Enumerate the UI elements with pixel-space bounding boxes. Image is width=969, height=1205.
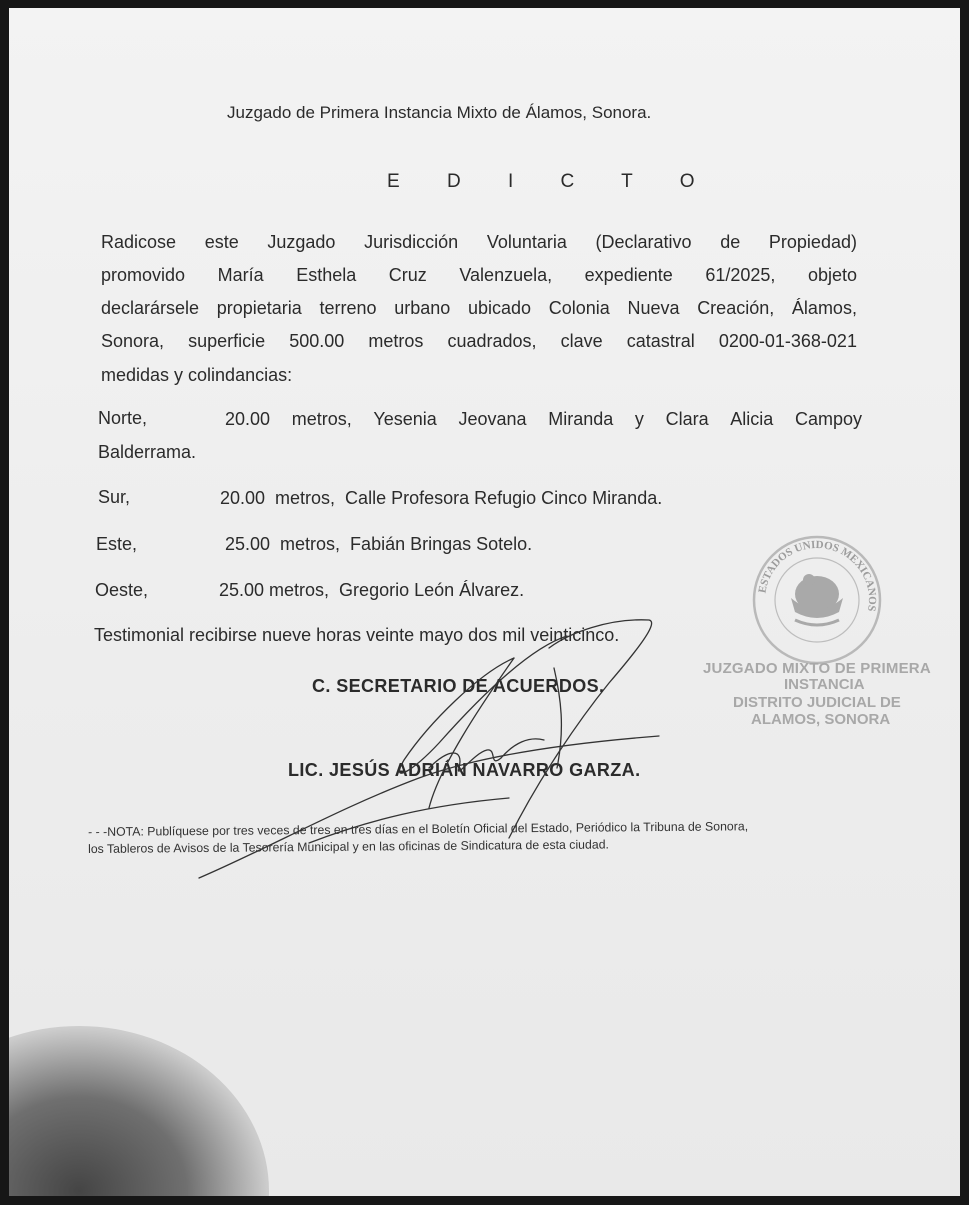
document-page [9, 8, 960, 1196]
boundary-norte-label: Norte, [98, 408, 148, 428]
word: Nueva [627, 298, 680, 318]
seal-ring-text: ESTADOS UNIDOS MEXICANOS [756, 538, 879, 613]
nota-line-2: los Tableros de Avisos de la Tesorería Municipal y en las oficinas de Sindicatura de esta ciudad. [88, 837, 609, 856]
boundary-sur-label: Sur, [98, 487, 131, 507]
word: 0200-01-368-021 [718, 331, 857, 351]
document-title: E D I C T O [387, 171, 716, 192]
word: declarársele [101, 298, 200, 318]
boundary-sur-value: 20.00 metros, Calle Profesora Refugio Cinco Miranda. [220, 488, 663, 508]
word: 61/2025, [705, 265, 776, 285]
word: 500.00 [289, 331, 345, 351]
word: Sonora, [101, 331, 165, 351]
word: y [634, 409, 644, 429]
boundary-norte-continuation: Balderrama. [98, 442, 197, 462]
word: Creación, [697, 298, 775, 318]
word: Jurisdicción [364, 232, 459, 252]
word: clave [560, 331, 603, 351]
word: promovido [101, 265, 186, 285]
stamp-line-2: INSTANCIA [784, 676, 865, 693]
word: metros [368, 331, 424, 351]
word: 20.00 [225, 409, 271, 429]
word: de [720, 232, 741, 252]
boundary-oeste-label: Oeste, [95, 580, 149, 600]
boundary-oeste-value: 25.00 metros, Gregorio León Álvarez. [219, 580, 525, 600]
secretary-title: C. SECRETARIO DE ACUERDOS. [312, 676, 605, 696]
boundary-este-value: 25.00 metros, Fabián Bringas Sotelo. [225, 534, 533, 554]
word: Clara [665, 409, 709, 429]
stamp-line-1: JUZGADO MIXTO DE PRIMERA [703, 660, 931, 677]
word: expediente [584, 265, 673, 285]
word: Álamos, [791, 298, 857, 318]
word: Campoy [794, 409, 862, 429]
word: Cruz [388, 265, 427, 285]
handwritten-signature [9, 8, 960, 1196]
testimonial-line: Testimonial recibirse nueve horas veinte mayo dos mil veinticinco. [94, 625, 620, 645]
stamp-line-3: DISTRITO JUDICIAL DE [733, 694, 901, 711]
word: Valenzuela, [459, 265, 553, 285]
word: Propiedad) [768, 232, 857, 252]
word: catastral [626, 331, 695, 351]
word: ubicado [467, 298, 532, 318]
stamp-line-4: ALAMOS, SONORA [751, 711, 891, 728]
word: terreno [319, 298, 377, 318]
word: cuadrados, [447, 331, 537, 351]
court-heading: Juzgado de Primera Instancia Mixto de Álamos, Sonora. [227, 103, 652, 122]
word: Voluntaria [486, 232, 567, 252]
word: Jeovana [458, 409, 527, 429]
word: María [217, 265, 264, 285]
word: Yesenia [373, 409, 437, 429]
word: Esthela [296, 265, 357, 285]
word: (Declarativo [595, 232, 692, 252]
boundary-este-label: Este, [96, 534, 138, 554]
nota-line-1: - - -NOTA: Publíquese por tres veces de tres en tres días en el Boletín Oficial del Estado, Periódico la Tribuna de Sonora, [88, 819, 749, 839]
word: propietaria [216, 298, 302, 318]
paragraph-line-5: medidas y colindancias: [101, 365, 293, 385]
word: Colonia [548, 298, 610, 318]
word: urbano [394, 298, 451, 318]
word: objeto [807, 265, 857, 285]
word: superficie [188, 331, 266, 351]
word: metros, [291, 409, 352, 429]
word: Radicose [101, 232, 177, 252]
word: Miranda [548, 409, 614, 429]
word: Alicia [730, 409, 774, 429]
word: este [204, 232, 239, 252]
word: Juzgado [267, 232, 336, 252]
secretary-name: LIC. JESÚS ADRIÁN NAVARRO GARZA. [288, 760, 641, 780]
